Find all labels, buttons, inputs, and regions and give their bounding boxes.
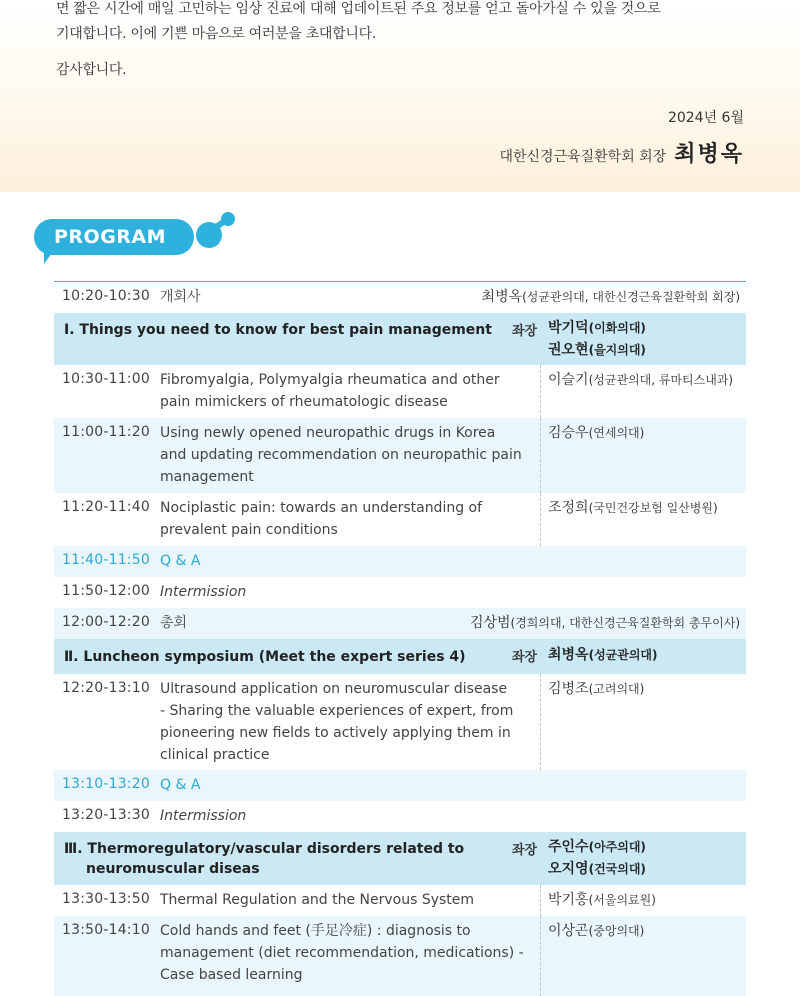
- talk-time: 12:20-13:10: [62, 680, 150, 696]
- general-time: 12:00-12:20: [62, 614, 150, 630]
- intermission-time: 13:20-13:30: [62, 807, 150, 823]
- section-3-chair-label: 좌장: [512, 843, 538, 858]
- signature-org: 대한신경근육질환학회 회장: [499, 149, 667, 165]
- talk-speaker: 이슬기(성균관의대, 류마티스내과): [548, 372, 734, 388]
- program-table: [54, 281, 746, 996]
- intermission-time: 11:50-12:00: [62, 583, 150, 599]
- decorative-dot-small: [221, 212, 235, 226]
- opening-title: 개회사: [160, 289, 201, 305]
- talk-time: 13:30-13:50: [62, 891, 150, 907]
- talk-time: 11:20-11:40: [62, 499, 150, 515]
- talk-title: Cold hands and feet (手足冷症) : diagnosis to management (diet recommendation, medications) - Case based learning: [160, 923, 524, 983]
- section-1-chairs: 박기덕(이화의대) 권오현(을지의대): [548, 320, 646, 358]
- talk-row: [54, 916, 746, 996]
- intermission-row: [54, 577, 746, 608]
- talk-time: 13:50-14:10: [62, 922, 150, 938]
- qa-row: [54, 770, 746, 801]
- program-badge: PROGRAM: [34, 219, 194, 255]
- opening-speaker: 최병옥(성균관의대, 대한신경근육질환학회 회장): [481, 289, 740, 305]
- row-general-assembly: [54, 608, 746, 639]
- talk-speaker: 박기홍(서울의료원): [548, 892, 656, 908]
- row-opening: [54, 282, 746, 313]
- signature-block: [499, 137, 744, 168]
- talk-row: [54, 418, 746, 493]
- column-divider: [540, 493, 541, 546]
- talk-speaker: 김병조(고려의대): [548, 681, 645, 697]
- column-divider: [540, 916, 541, 996]
- talk-time: 10:30-11:00: [62, 371, 150, 387]
- general-speaker: 김상범(경희의대, 대한신경근육질환학회 총무이사): [469, 615, 740, 631]
- invitation-letter: [0, 0, 800, 192]
- talk-row: [54, 493, 746, 546]
- talk-title: Using newly opened neuropathic drugs in Korea and updating recommendation on neuropathic pain management: [160, 425, 522, 485]
- column-divider: [540, 885, 541, 916]
- intermission-row: [54, 801, 746, 832]
- section-1-chair-label: 좌장: [512, 324, 538, 339]
- section-2-title: Ⅱ. Luncheon symposium (Meet the expert series 4): [64, 649, 466, 665]
- section-3-header: [54, 832, 746, 885]
- talk-title: Fibromyalgia, Polymyalgia rheumatica and other pain mimickers of rheumatologic disease: [160, 372, 500, 410]
- talk-row: [54, 674, 746, 770]
- talk-speaker: 이상곤(중앙의대): [548, 923, 645, 939]
- talk-row: [54, 885, 746, 916]
- intermission-title: Intermission: [160, 584, 247, 600]
- section-1-header: [54, 313, 746, 365]
- section-1-title: Ⅰ. Things you need to know for best pain management: [64, 322, 492, 338]
- qa-title: Q & A: [160, 777, 201, 793]
- section-3-title: Ⅲ. Thermoregulatory/vascular disorders related to neuromuscular diseas: [64, 841, 465, 877]
- qa-time: 11:40-11:50: [62, 552, 150, 568]
- qa-title: Q & A: [160, 553, 201, 569]
- section-2-chair-label: 좌장: [512, 650, 538, 665]
- column-divider: [540, 674, 541, 770]
- decorative-dot-large: [196, 222, 222, 248]
- letter-thanks: 감사합니다.: [56, 62, 127, 78]
- letter-date: 2024년 6월: [667, 110, 744, 126]
- letter-line-1: 면 짧은 시간에 매일 고민하는 임상 진료에 대해 업데이트된 주요 정보를 얻고 돌아가실 수 있을 것으로: [56, 1, 661, 17]
- qa-time: 13:10-13:20: [62, 776, 150, 792]
- talk-speaker: 김승우(연세의대): [548, 425, 645, 441]
- column-divider: [540, 418, 541, 493]
- talk-title: Thermal Regulation and the Nervous System: [160, 892, 475, 908]
- section-2-header: [54, 639, 746, 674]
- program-badge-tail: [44, 250, 54, 264]
- opening-time: 10:20-10:30: [62, 288, 150, 304]
- letter-line-2: 기대합니다. 이에 기쁜 마음으로 여러분을 초대합니다.: [56, 26, 376, 42]
- talk-speaker: 조정희(국민건강보험 일산병원): [548, 500, 718, 516]
- president-signature: 최병옥: [674, 141, 744, 167]
- intermission-title: Intermission: [160, 808, 247, 824]
- talk-title: Ultrasound application on neuromuscular disease - Sharing the valuable experiences of expert, from pioneering new fields to actively applying them in clinical practice: [160, 681, 514, 763]
- column-divider: [540, 365, 541, 418]
- section-3-chairs: 주인수(아주의대) 오지영(건국의대): [548, 839, 646, 877]
- talk-row: [54, 365, 746, 418]
- talk-title: Nociplastic pain: towards an understanding of prevalent pain conditions: [160, 500, 483, 538]
- qa-row: [54, 546, 746, 577]
- general-title: 총회: [160, 615, 188, 631]
- talk-time: 11:00-11:20: [62, 424, 150, 440]
- section-2-chairs: 최병옥(성균관의대): [548, 647, 658, 663]
